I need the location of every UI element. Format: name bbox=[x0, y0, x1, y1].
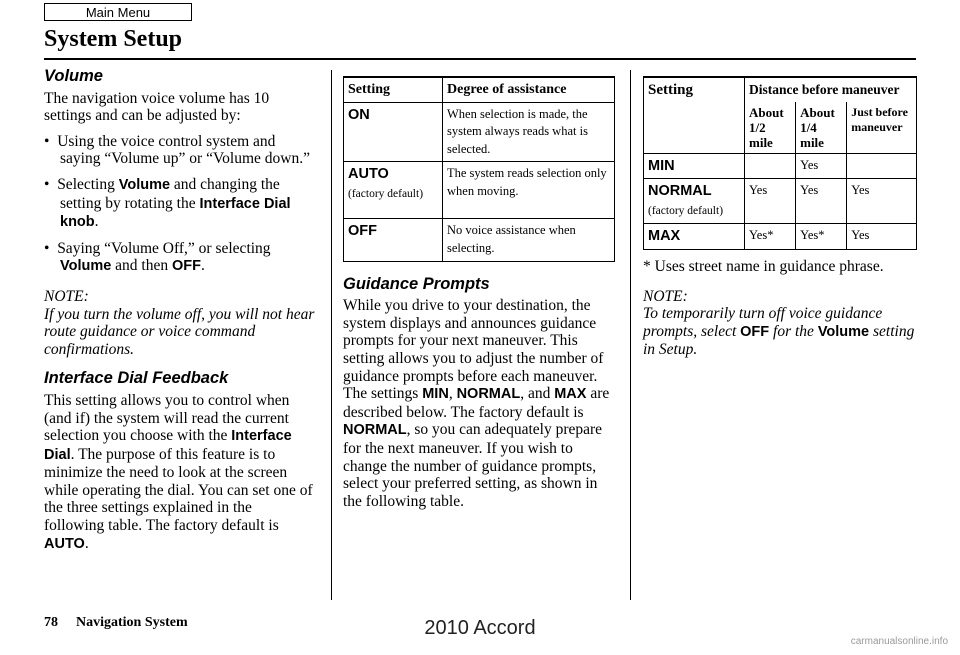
subheader-quarter-mile: About 1/4 mile bbox=[796, 102, 847, 154]
watermark: carmanualsonline.info bbox=[850, 636, 948, 647]
interface-dial-paragraph: This setting allows you to control when (and if) the system will read the current selection you choose with the Interface Dial. The purpose of this feature is to minimize the need to look at the screen while operating the dial. You can set one of the three settings explained in the following table. The factory default is AUTO. bbox=[44, 391, 313, 552]
right-column bbox=[643, 76, 917, 359]
table-row: MIN Yes bbox=[644, 153, 917, 179]
distance-table bbox=[643, 76, 917, 250]
column-divider-1 bbox=[331, 70, 332, 600]
main-menu-button[interactable]: Main Menu bbox=[44, 3, 192, 21]
page-number: 78 bbox=[44, 615, 58, 630]
table-row: MAX Yes* Yes* Yes bbox=[644, 224, 917, 250]
volume-note-label: NOTE: bbox=[44, 287, 89, 305]
volume-intro: The navigation voice volume has 10 settings and can be adjusted by: bbox=[44, 89, 270, 125]
left-column bbox=[44, 68, 316, 553]
volume-bullet-3: • Saying “Volume Off,” or selecting Volume and then OFF. bbox=[44, 239, 271, 275]
subheader-just-before: Just before maneuver bbox=[847, 102, 917, 154]
title-rule bbox=[44, 58, 916, 60]
col-header-setting: Setting bbox=[644, 77, 745, 153]
volume-bullet-1: • Using the voice control system and saying “Volume up” or “Volume down.” bbox=[44, 132, 310, 168]
footnote: * Uses street name in guidance phrase. bbox=[643, 257, 884, 275]
col-header-distance: Distance before maneuver bbox=[745, 77, 917, 102]
table-row: NORMAL (factory default) Yes Yes Yes bbox=[644, 179, 917, 224]
volume-note-text: If you turn the volume off, you will not hear route guidance or voice command confirmations. bbox=[44, 305, 315, 358]
volume-heading: Volume bbox=[44, 67, 103, 85]
assistance-table bbox=[343, 76, 615, 262]
table-row: ON When selection is made, the system always reads what is selected. bbox=[344, 102, 615, 162]
subheader-half-mile: About 1/2 mile bbox=[745, 102, 796, 154]
guidance-paragraph: While you drive to your destination, the system displays and announces guidance prompts for your next maneuver. This setting allows you to adjust the number of guidance prompts before each maneuver. The settings MIN, NORMAL, and MAX are described below. The factory default is NORMAL, so you can adequately prepare for the next maneuver. If you wish to change the number of guidance prompts, select your preferred setting, as shown in the following table. bbox=[343, 297, 610, 510]
table-row: AUTO (factory default) The system reads selection only when moving. bbox=[344, 162, 615, 219]
middle-column bbox=[343, 76, 615, 510]
page-title: System Setup bbox=[44, 26, 183, 52]
model-label: 2010 Accord bbox=[424, 617, 536, 639]
guidance-note-label: NOTE: bbox=[643, 287, 688, 305]
column-divider-2 bbox=[630, 70, 631, 600]
section-name: Navigation System bbox=[76, 615, 188, 630]
volume-bullet-2: • Selecting Volume and changing the setting by rotating the Interface Dial knob. bbox=[44, 175, 291, 231]
col-header-degree: Degree of assistance bbox=[443, 77, 615, 102]
col-header-setting: Setting bbox=[344, 77, 443, 102]
table-row: OFF No voice assistance when selecting. bbox=[344, 219, 615, 261]
interface-dial-heading: Interface Dial Feedback bbox=[44, 369, 229, 388]
guidance-prompts-heading: Guidance Prompts bbox=[343, 274, 490, 293]
guidance-note-text: To temporarily turn off voice guidance prompts, select OFF for the Volume setting in Setup. bbox=[643, 305, 915, 359]
